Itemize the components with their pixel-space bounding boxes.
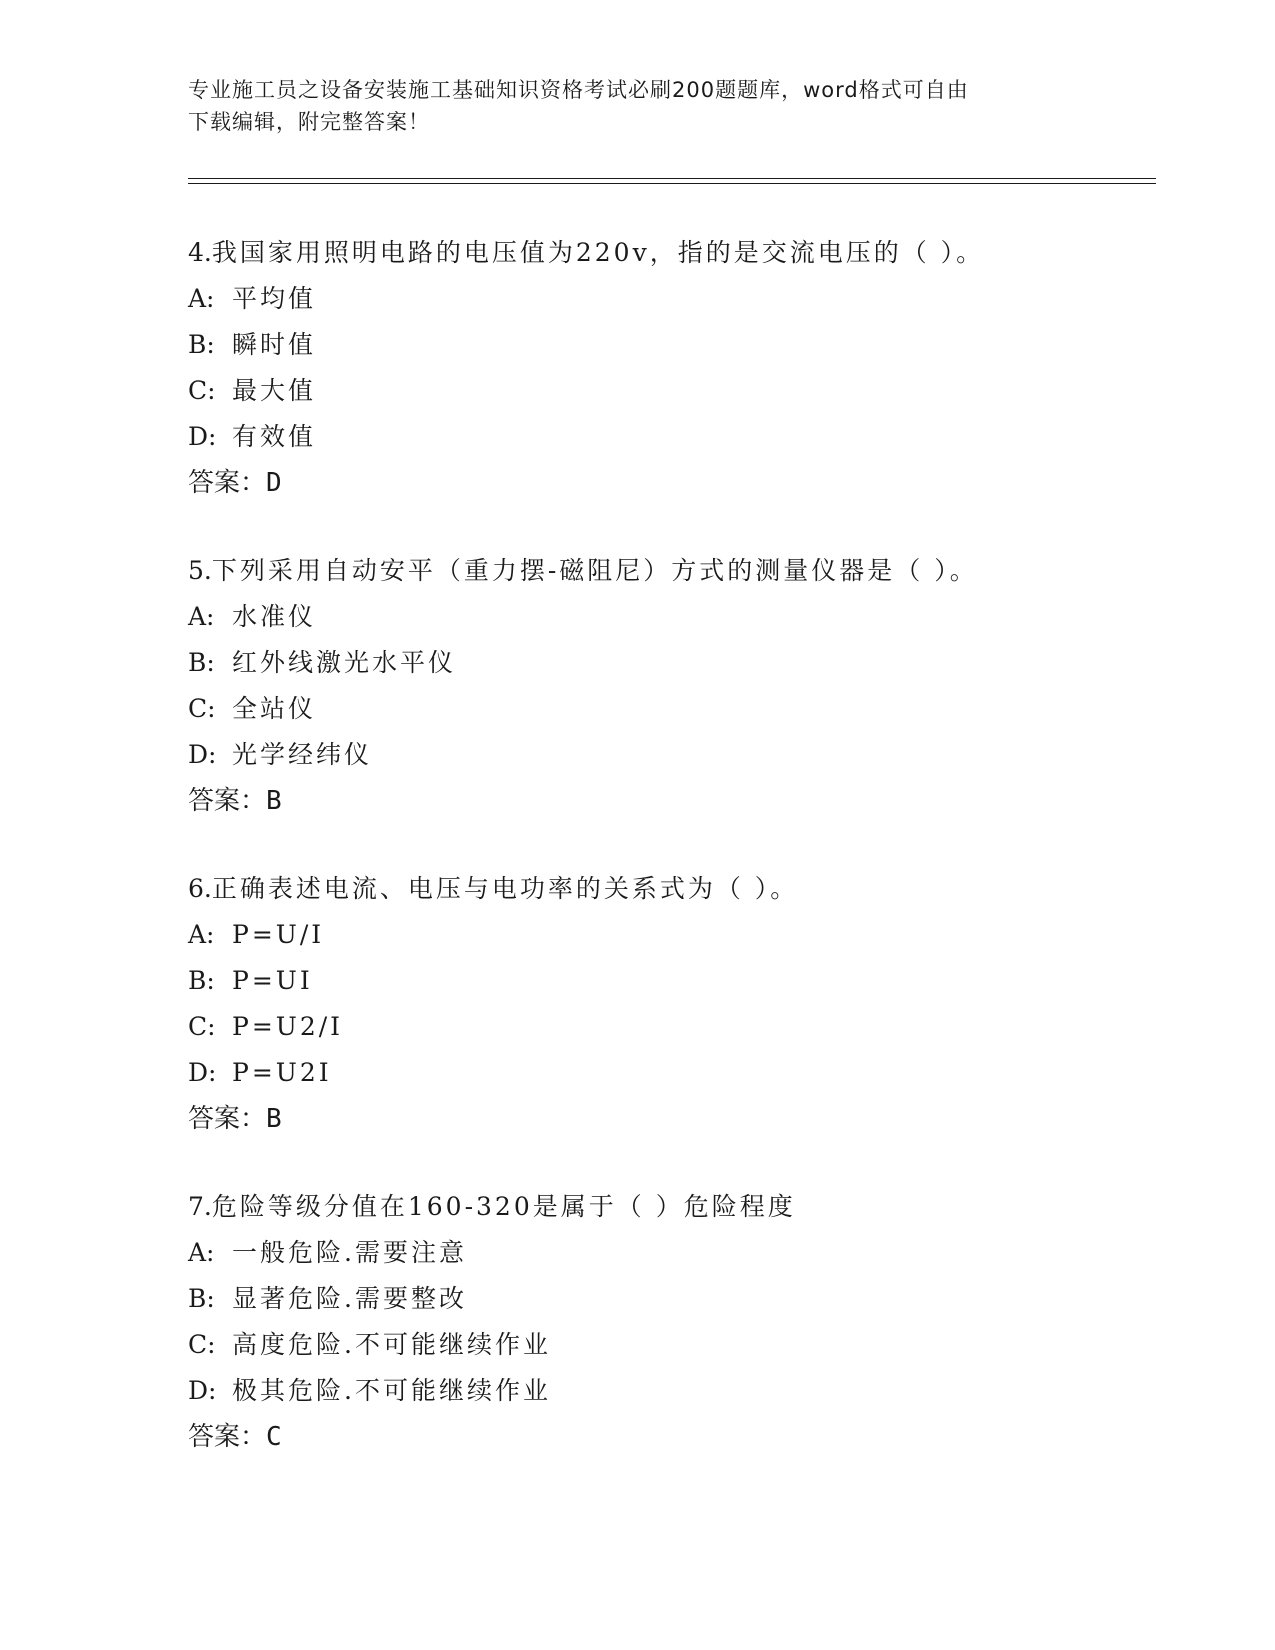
option-text: 显著危险.需要整改: [232, 1284, 467, 1313]
option-text: P=UI: [232, 966, 313, 995]
option-letter: D:: [188, 422, 217, 451]
option-text: 有效值: [232, 422, 317, 451]
option-letter: B:: [188, 1284, 215, 1313]
answer-value: B: [266, 1104, 282, 1134]
option-d: [188, 414, 1148, 460]
question-stem: [188, 548, 1148, 594]
option-text: 光学经纬仪: [232, 740, 373, 769]
answer-label: 答案：: [188, 468, 267, 498]
document-header: [188, 74, 1088, 138]
option-a: [188, 1230, 1148, 1276]
option-text: 瞬时值: [232, 330, 317, 359]
answer-value: C: [266, 1422, 282, 1452]
option-d: [188, 732, 1148, 778]
option-letter: A:: [188, 920, 215, 949]
answer-line: [188, 460, 1148, 506]
option-b: [188, 1276, 1148, 1322]
answer-value: B: [266, 786, 282, 816]
question-text: 我国家用照明电路的电压值为220v，指的是交流电压的（ ）。: [211, 238, 985, 267]
answer-label: 答案：: [188, 1422, 267, 1452]
header-divider-bottom: [188, 183, 1156, 184]
option-a: [188, 594, 1148, 640]
option-letter: C:: [188, 376, 216, 405]
question-6: [188, 866, 1148, 1142]
option-letter: C:: [188, 1330, 216, 1359]
question-stem: [188, 866, 1148, 912]
answer-line: [188, 1414, 1148, 1460]
option-b: [188, 958, 1148, 1004]
option-letter: B:: [188, 330, 215, 359]
option-letter: C:: [188, 694, 216, 723]
option-letter: A:: [188, 1238, 215, 1267]
option-c: [188, 1004, 1148, 1050]
option-text: P=U2/I: [232, 1012, 344, 1041]
question-7: [188, 1184, 1148, 1460]
option-letter: B:: [188, 648, 215, 677]
option-a: [188, 276, 1148, 322]
question-stem: [188, 1184, 1148, 1230]
question-text: 正确表述电流、电压与电功率的关系式为（ ）。: [211, 874, 799, 903]
option-text: 极其危险.不可能继续作业: [232, 1376, 551, 1405]
option-d: [188, 1368, 1148, 1414]
answer-line: [188, 1096, 1148, 1142]
option-text: 高度危险.不可能继续作业: [232, 1330, 551, 1359]
header-line-2: 下载编辑，附完整答案！: [188, 110, 430, 134]
option-letter: A:: [188, 284, 215, 313]
question-4: [188, 230, 1148, 506]
option-text: 红外线激光水平仪: [232, 648, 457, 677]
option-text: P=U2I: [232, 1058, 332, 1087]
option-text: P=U/I: [232, 920, 325, 949]
question-number: 4.: [188, 238, 212, 267]
question-number: 5.: [188, 556, 212, 585]
option-letter: A:: [188, 602, 215, 631]
option-text: 水准仪: [232, 602, 317, 631]
option-text: 一般危险.需要注意: [232, 1238, 467, 1267]
question-text: 危险等级分值在160-320是属于（ ）危险程度: [211, 1192, 796, 1221]
option-text: 平均值: [232, 284, 317, 313]
question-text: 下列采用自动安平（重力摆-磁阻尼）方式的测量仪器是（ ）。: [211, 556, 978, 585]
option-text: 全站仪: [232, 694, 317, 723]
option-c: [188, 686, 1148, 732]
answer-label: 答案：: [188, 1104, 267, 1134]
option-c: [188, 1322, 1148, 1368]
question-number: 7.: [188, 1192, 212, 1221]
option-b: [188, 640, 1148, 686]
option-letter: C:: [188, 1012, 216, 1041]
option-letter: B:: [188, 966, 215, 995]
answer-line: [188, 778, 1148, 824]
option-text: 最大值: [232, 376, 317, 405]
question-stem: [188, 230, 1148, 276]
option-letter: D:: [188, 1058, 217, 1087]
question-5: [188, 548, 1148, 824]
header-divider-top: [188, 178, 1156, 179]
option-letter: D:: [188, 740, 217, 769]
answer-value: D: [266, 468, 282, 498]
option-b: [188, 322, 1148, 368]
option-d: [188, 1050, 1148, 1096]
option-a: [188, 912, 1148, 958]
header-line-1: 专业施工员之设备安装施工基础知识资格考试必刷200题题库，word格式可自由: [188, 78, 969, 102]
option-letter: D:: [188, 1376, 217, 1405]
option-c: [188, 368, 1148, 414]
question-number: 6.: [188, 874, 212, 903]
answer-label: 答案：: [188, 786, 267, 816]
